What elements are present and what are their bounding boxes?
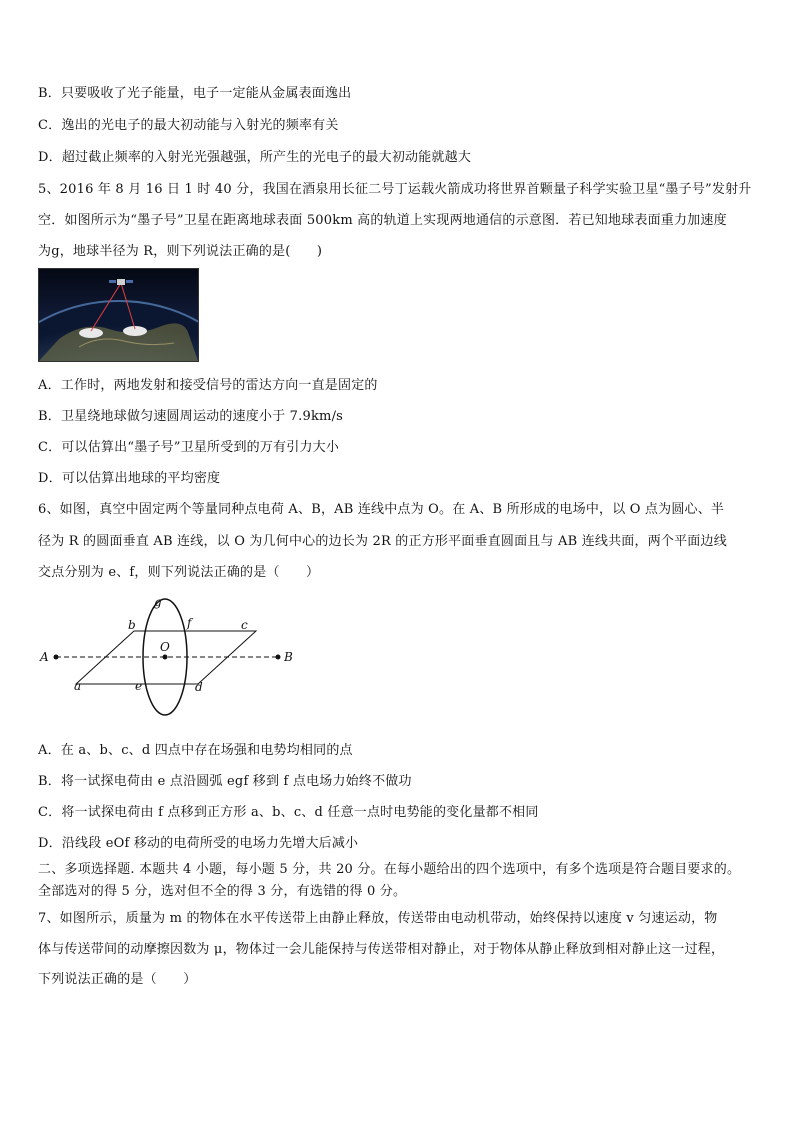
satellite-earth-image [38,268,199,362]
q4-option-b: B．只要吸收了光子能量，电子一定能从金属表面逸出 [38,86,352,101]
q5-option-c: C．可以估算出“墨子号”卫星所受到的万有引力大小 [38,440,340,455]
label-c: c [241,618,248,632]
q6-stem-line-3: 交点分别为 e、f，则下列说法正确的是（ ） [38,565,320,580]
q5-option-b: B．卫星绕地球做匀速圆周运动的速度小于 7.9km/s [38,409,344,424]
q6-stem-line-2: 径为 R 的圆面垂直 AB 连线，以 O 为几何中心的边长为 2R 的正方形平面垂直圆面且与 AB 连线共面，两个平面边线 [38,534,727,549]
charge-a [54,655,59,660]
q7-stem-line-2: 体与传送带间的动摩擦因数为 μ，物体过一会儿能保持与传送带相对静止，对于物体从静止释放到相对静止这一过程， [38,942,725,957]
q5-stem-line-1: 5、2016 年 8 月 16 日 1 时 40 分，我国在酒泉用长征二号丁运载火箭成功将世界首颗量子科学实验卫星“墨子号”发射升 [38,182,752,197]
q6-option-a: A．在 a、b、c、d 四点中存在场强和电势均相同的点 [38,743,353,758]
q6-option-b: B．将一试探电荷由 e 点沿圆弧 egf 移到 f 点电场力始终不做功 [38,774,412,789]
label-d: d [195,680,203,694]
q6-stem-line-1: 6、如图，真空中固定两个等量同种点电荷 A、B，AB 连线中点为 O。在 A、B 所形成的电场中，以 O 点为圆心、半 [38,502,725,517]
label-b-charge: B [284,650,293,664]
q5-stem-line-2: 空．如图所示为“墨子号”卫星在距离地球表面 500km 高的轨道上实现两地通信的示意图．若已知地球表面重力加速度 [38,213,727,228]
section-2-header-line-1: 二、多项选择题. 本题共 4 小题，每小题 5 分，共 20 分。在每小题给出的四个选项中，有多个选项是符合题目要求的。 [38,862,741,877]
q4-option-c: C．逸出的光电子的最大初动能与入射光的频率有关 [38,118,339,133]
section-2-header-line-2: 全部选对的得 5 分，选对但不全的得 3 分，有选错的得 0 分。 [38,884,407,899]
q5-stem-line-3: 为g，地球半径为 R，则下列说法正确的是( ) [38,244,323,259]
q6-option-c: C．将一试探电荷由 f 点移到正方形 a、b、c、d 任意一点时电势能的变化量都不相同 [38,805,539,820]
q7-stem-line-1: 7、如图所示，质量为 m 的物体在水平传送带上由静止释放，传送带由电动机带动，始终保持以速度 v 匀速运动，物 [38,911,718,926]
q4-option-d: D．超过截止频率的入射光光强越强，所产生的光电子的最大初动能就越大 [38,150,472,165]
label-b: b [128,618,136,632]
q5-option-a: A．工作时，两地发射和接受信号的雷达方向一直是固定的 [38,378,378,393]
charge-b [276,655,281,660]
q6-option-d: D．沿线段 eOf 移动的电荷所受的电场力先增大后减小 [38,836,359,851]
label-o: O [160,640,170,654]
label-a: a [74,679,82,693]
q7-stem-line-3: 下列说法正确的是（ ） [38,972,197,987]
label-g: g [154,595,162,609]
point-o [163,655,168,660]
label-e: e [135,679,143,693]
electric-field-diagram [36,592,306,722]
q5-option-d: D．可以估算出地球的平均密度 [38,471,221,486]
label-a-charge: A [40,650,49,664]
label-f: f [187,616,192,630]
